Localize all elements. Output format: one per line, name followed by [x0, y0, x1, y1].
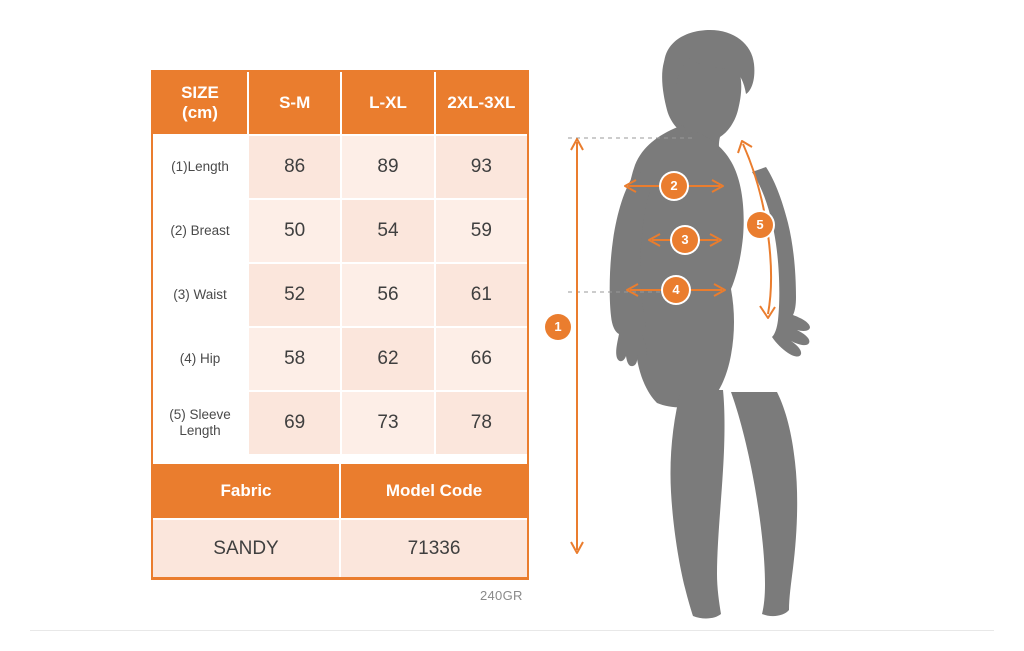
table-row — [152, 391, 528, 455]
column-header-size-unit: (cm) — [182, 103, 218, 122]
model-code-label: Model Code — [340, 463, 528, 519]
cell-hip-l-xl: 62 — [341, 327, 434, 391]
table-row — [152, 327, 528, 391]
size-table-header — [152, 71, 528, 135]
size-table — [151, 70, 529, 456]
cell-hip-s-m: 58 — [248, 327, 341, 391]
cell-breast-s-m: 50 — [248, 199, 341, 263]
cell-sleeve-s-m: 69 — [248, 391, 341, 455]
arrow-length — [571, 139, 583, 553]
row-label-sleeve-length: (5) Sleeve Length — [152, 391, 248, 455]
cell-hip-2xl-3xl: 66 — [435, 327, 528, 391]
fabric-value: SANDY — [152, 519, 340, 578]
model-figure-svg — [540, 20, 1010, 630]
table-header-row — [152, 71, 528, 135]
cell-sleeve-l-xl: 73 — [341, 391, 434, 455]
marker-badge-1: 1 — [545, 314, 571, 340]
cell-waist-2xl-3xl: 61 — [435, 263, 528, 327]
cell-length-2xl-3xl: 93 — [435, 135, 528, 199]
model-figure — [540, 20, 1010, 630]
fabric-label: Fabric — [152, 463, 340, 519]
cell-length-s-m: 86 — [248, 135, 341, 199]
row-label-hip: (4) Hip — [152, 327, 248, 391]
cell-waist-l-xl: 56 — [341, 263, 434, 327]
cell-sleeve-2xl-3xl: 78 — [435, 391, 528, 455]
cell-breast-l-xl: 54 — [341, 199, 434, 263]
cell-waist-s-m: 52 — [248, 263, 341, 327]
column-header-size — [152, 71, 248, 135]
model-code-value: 71336 — [340, 519, 528, 578]
cell-breast-2xl-3xl: 59 — [435, 199, 528, 263]
fabric-model-header-row — [152, 463, 528, 519]
size-table-body — [152, 135, 528, 455]
bottom-divider — [30, 630, 994, 631]
column-header-s-m: S-M — [248, 71, 341, 135]
column-header-l-xl: L-XL — [341, 71, 434, 135]
column-header-size-main: SIZE — [181, 83, 219, 103]
row-label-length: (1)Length — [152, 135, 248, 199]
table-row — [152, 199, 528, 263]
cell-length-l-xl: 89 — [341, 135, 434, 199]
marker-badge-3: 3 — [672, 227, 698, 253]
table-row — [152, 263, 528, 327]
fabric-model-table — [151, 462, 529, 579]
marker-badge-5: 5 — [747, 212, 773, 238]
body-silhouette — [610, 30, 810, 618]
row-label-breast: (2) Breast — [152, 199, 248, 263]
fabric-model-value-row — [152, 519, 528, 578]
row-label-waist: (3) Waist — [152, 263, 248, 327]
marker-badge-2: 2 — [661, 173, 687, 199]
marker-badge-4: 4 — [663, 277, 689, 303]
grammage-note: 240GR — [480, 588, 523, 603]
table-row — [152, 135, 528, 199]
column-header-2xl-3xl: 2XL-3XL — [435, 71, 528, 135]
